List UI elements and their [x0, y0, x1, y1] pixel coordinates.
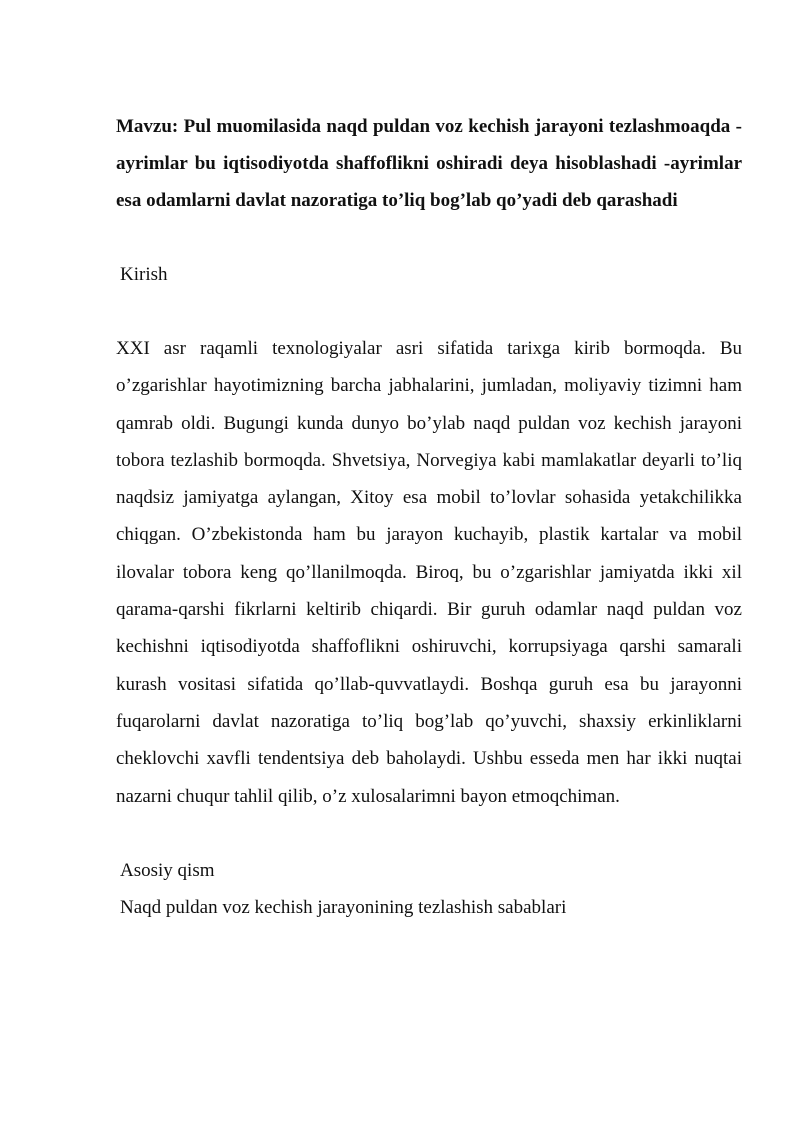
document-title: Mavzu: Pul muomilasida naqd puldan voz kechish jarayoni tezlashmoaqda -ayrimlar bu iqtisodiyotda shaffoflikni oshiradi deya hisoblashadi -ayrimlar esa odamlarni davlat nazoratiga to’liq bog’lab qo’yadi deb qarashadi — [116, 116, 742, 211]
intro-heading: Kirish — [120, 264, 168, 285]
intro-paragraph: XXI asr raqamli texnologiyalar asri sifatida tarixga kirib bormoqda. Bu o’zgarishlar hayotimizning barcha jabhalarini, jumladan, moliyaviy tizimni ham qamrab oldi. Bugungi kunda dunyo bo’ylab naqd puldan voz kechish jarayoni tobora tezlashib bormoqda. Shvetsiya, Norvegiya kabi mamlakatlar deyarli to’liq naqdsiz jamiyatga aylangan, Xitoy esa mobil to’lovlar sohasida yetakchilikka chiqgan. O’zbekistonda ham bu jarayon kuchayib, plastik kartalar va mobil ilovalar tobora keng qo’llanilmoqda. Biroq, bu o’zgarishlar jamiyatda ikki xil qarama-qarshi fikrlarni keltirib chiqardi. Bir guruh odamlar naqd puldan voz kechishni iqtisodiyotda shaffoflikni oshiruvchi, korrupsiyaga qarshi samarali kurash vositasi sifatida qo’llab-quvvatlaydi. Boshqa guruh esa bu jarayonni fuqarolarni davlat nazoratiga to’liq bog’lab qo’yuvchi, shaxsiy erkinliklarni cheklovchi xavfli tendentsiya deb baholaydi. Ushbu esseda men har ikki nuqtai nazarni chuqur tahlil qilib, o’z xulosalarimni bayon etmoqchiman. — [116, 338, 742, 807]
subsection-heading: Naqd puldan voz kechish jarayonining tezlashish sabablari — [120, 896, 567, 918]
document-content — [116, 108, 742, 926]
main-section-heading: Asosiy qism — [120, 859, 215, 881]
